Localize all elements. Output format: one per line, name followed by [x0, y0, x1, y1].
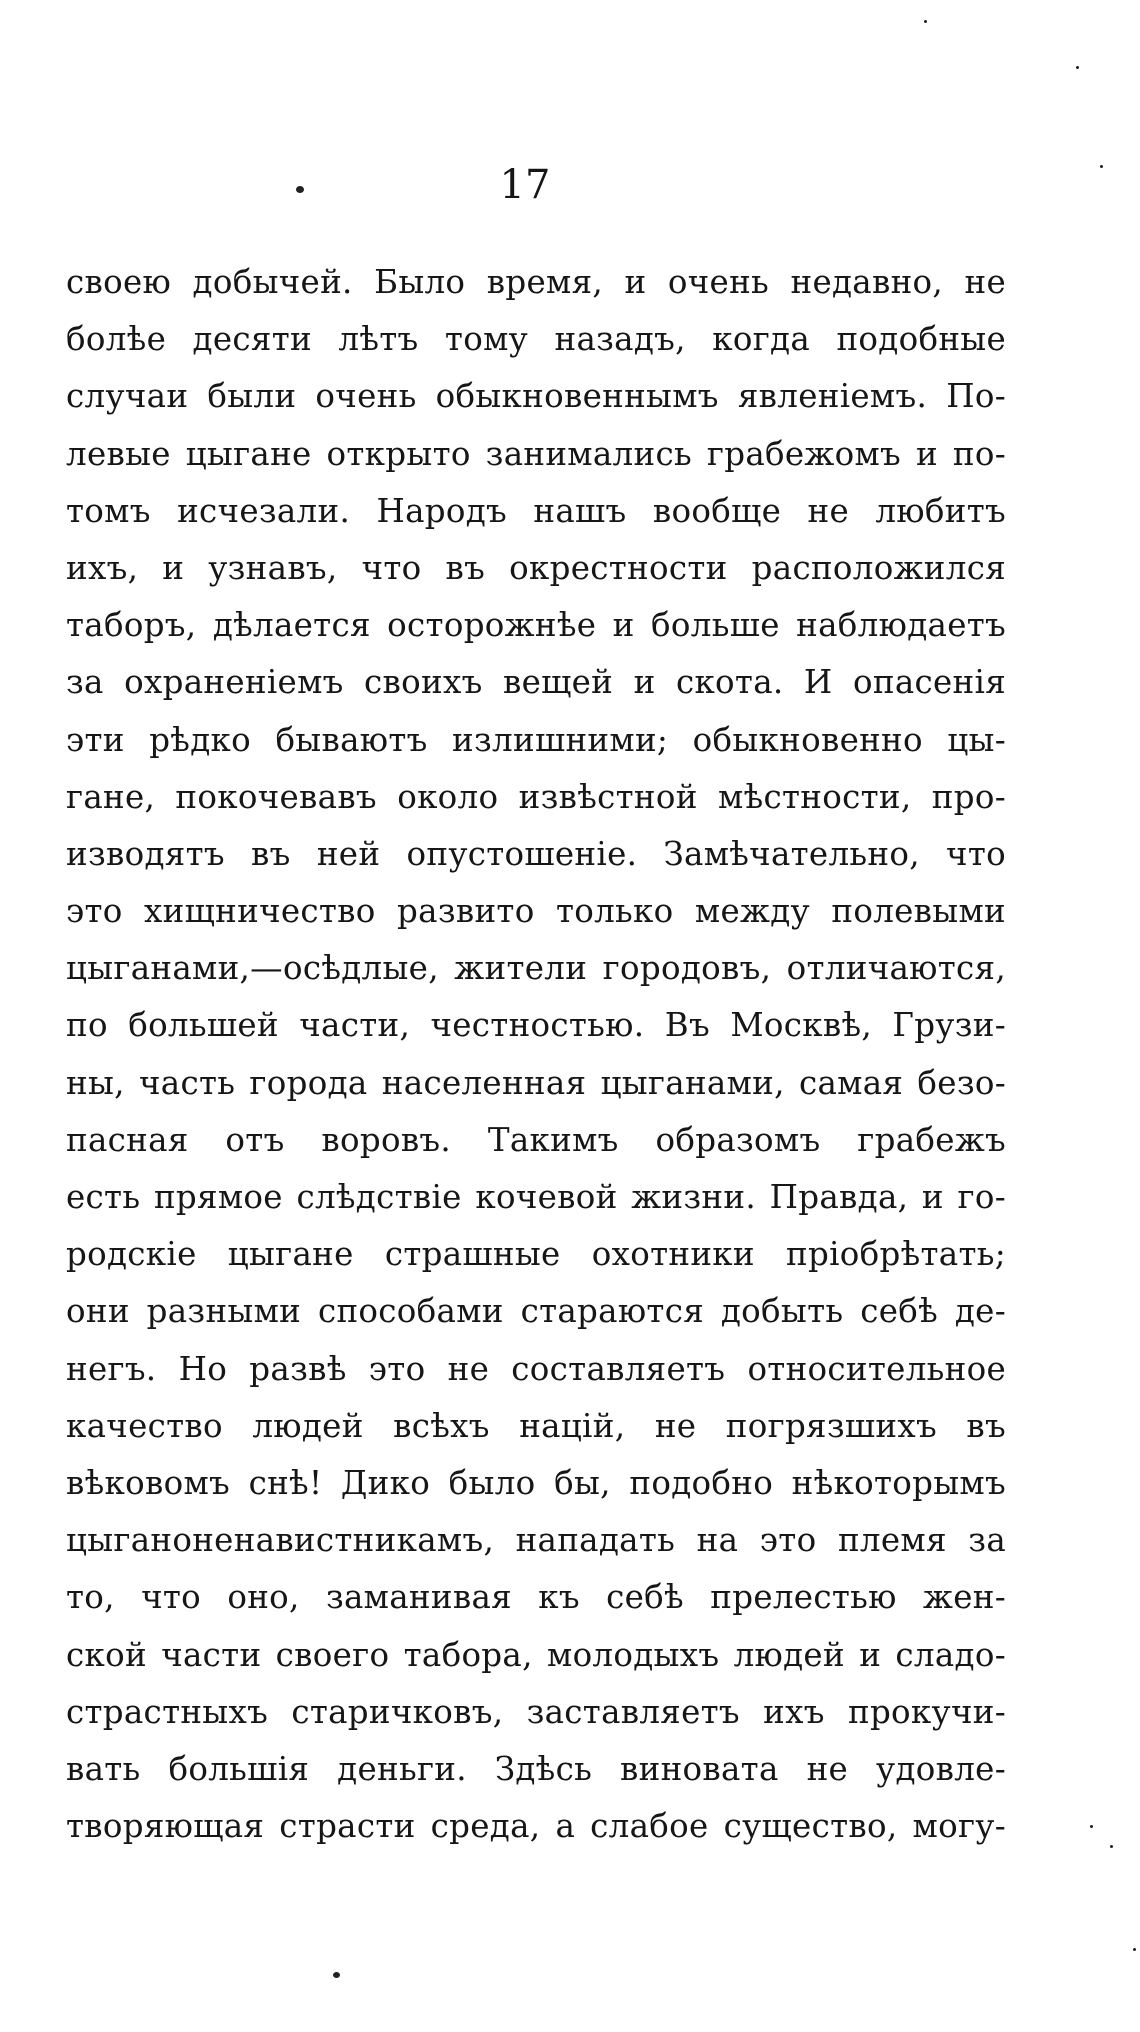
scan-speck	[924, 20, 927, 23]
text-line: пасная отъ воровъ. Такимъ образомъ грабежъ	[66, 1120, 1006, 1159]
text-line: то, что оно, заманивая къ себѣ прелестью жен-	[66, 1578, 1006, 1617]
text-line: томъ исчезали. Народъ нашъ вообще не любитъ	[66, 491, 1006, 530]
scan-speck	[1090, 1825, 1093, 1828]
scan-speck	[1133, 1948, 1136, 1951]
text-line: качество людей всѣхъ націй, не погрязшихъ въ	[66, 1406, 1006, 1445]
text-line: родскіе цыгане страшные охотники пріобрѣтать;	[66, 1235, 1006, 1274]
text-line: эти рѣдко бываютъ излишними; обыкновенно цы-	[66, 720, 1006, 759]
text-line: таборъ, дѣлается осторожнѣе и больше наблюдаетъ	[66, 606, 1006, 645]
text-line: цыганами,—осѣдлые, жители городовъ, отличаются,	[66, 949, 1006, 988]
text-line: гане, покочевавъ около извѣстной мѣстности, про-	[66, 777, 1006, 816]
text-line: это хищничество развито только между полевыми	[66, 892, 1006, 931]
text-line: негъ. Но развѣ это не составляетъ относительное	[66, 1349, 1006, 1388]
text-line: за охраненіемъ своихъ вещей и скота. И опасенія	[66, 663, 1006, 702]
scan-speck	[333, 1972, 340, 1978]
text-line: левые цыгане открыто занимались грабежомъ и по-	[66, 434, 1006, 473]
page-number: 17	[499, 162, 551, 208]
text-line: болѣе десяти лѣтъ тому назадъ, когда подобные	[66, 320, 1006, 359]
text-line: вѣковомъ снѣ! Дико было бы, подобно нѣкоторымъ	[66, 1463, 1006, 1502]
scan-speck	[1110, 1845, 1113, 1848]
text-line: изводятъ въ ней опустошеніе. Замѣчательно, что	[66, 834, 1006, 873]
body-text	[66, 254, 1006, 1855]
text-line: ской части своего табора, молодыхъ людей и сладо-	[66, 1635, 1006, 1674]
text-line: ихъ, и узнавъ, что въ окрестности расположился	[66, 548, 1006, 587]
text-line: страстныхъ старичковъ, заставляетъ ихъ прокучи-	[66, 1692, 1006, 1731]
scan-speck	[1100, 165, 1103, 168]
text-line: ны, часть города населенная цыганами, самая безо-	[66, 1063, 1006, 1102]
scan-speck	[1076, 66, 1079, 69]
text-line: вать большія деньги. Здѣсь виновата не удовле-	[66, 1749, 1006, 1788]
text-line: есть прямое слѣдствіе кочевой жизни. Правда, и го-	[66, 1178, 1006, 1216]
text-line: цыганоненавистникамъ, нападать на это племя за	[66, 1521, 1006, 1560]
scan-speck	[296, 186, 304, 193]
text-line: своею добычей. Было время, и очень недавно, не	[66, 263, 1006, 301]
text-line: случаи были очень обыкновеннымъ явленіемъ. По-	[66, 377, 1006, 416]
text-line: по большей части, честностью. Въ Москвѣ, Грузи-	[66, 1006, 1006, 1045]
text-line: творяющая страсти среда, а слабое существо, могу-	[66, 1807, 1006, 1846]
text-line: они разными способами стараются добыть себѣ де-	[66, 1292, 1006, 1331]
